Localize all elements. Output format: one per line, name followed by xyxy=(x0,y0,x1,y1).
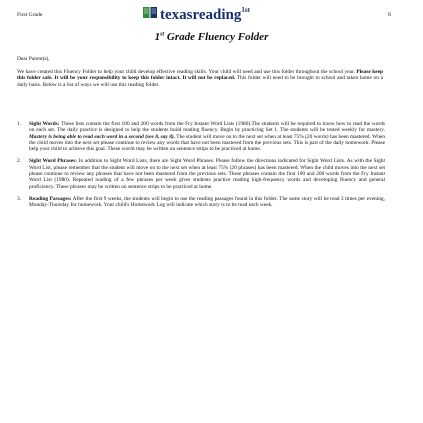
brand-superscript: 1st xyxy=(241,6,250,14)
item-number: 3. xyxy=(17,195,22,202)
item-number: 1. xyxy=(17,121,22,127)
item-number: 2. xyxy=(17,158,22,165)
list-item-sight-word-phrases: 2. Sight Word Phrases: In addition to Sight Word Lists, there are Sight Word Phrases. Please follow the directions indicated for Sight Word Lists. As with the Sight Word List, please remember that the student will move on to the next set when at least 75% (20 phrases) has been mastered. When the child moves into the next set please continue to review any phrases that have not been mastered from the previous sets. These phrases contain the first 100 and 200 words from the Fry Instant Word List (1980). Repeated reading of a few phrases per week gives students practice reading high-frequency words and developing fluency and general proficiency. These phrases may be written on sentence strips to be practiced at home. xyxy=(17,158,385,190)
item-title: Sight Words: xyxy=(29,121,60,127)
brand-logo xyxy=(142,2,282,26)
list-item-sight-words: 1. Sight Words: These lists contain the first 100 and 200 words from the Fry Instant Word Lists (1980).The students will be required to know how to read the words on each set. The daily practice is designed to help the students build reading fluency. Begin by practicing Set 1. The students will be tested weekly for mastery. Mastery is being able to read each word in a second (see 8, say 8). The student will move on to the next set when at least 75% (20 words) has been mastered. When the child moves into the next set please continue to review any words that have not been mastered from the previous sets. This is part of the daily homework. Please help your child to achieve this goal. These words may be written on sentence strips to be practiced at home. xyxy=(17,121,385,153)
usage-list xyxy=(17,121,385,215)
brand-name: texasreading$^{1st}$ xyxy=(160,6,250,23)
mastery-note: Mastery is being able to read each word in a second (see 8, say 8). xyxy=(29,133,176,140)
page-number: 6 xyxy=(388,12,391,18)
greeting: Dear Parent(s), xyxy=(17,56,50,62)
list-item-reading-passages: 3. Reading Passages: After the first 9 weeks, the students will begin to use the reading passages found in this folder. The same story will be read 3 times per evening, Monday-Thursday for homework. Your child's Homework Log will indicate which story is to be read each week. xyxy=(17,195,385,209)
page-title: 1st Grade Fluency Folder xyxy=(154,31,269,43)
header-grade: First Grade xyxy=(17,12,43,18)
item-title: Sight Word Phrases: xyxy=(29,158,78,165)
item-title: Reading Passages: xyxy=(29,195,72,202)
intro-paragraph: We have created this Fluency Folder to help your child develop effective reading skills. Your child will need and use this folder throughout the school year. Please keep this folder safe. It will be your responsibility to keep this folder intact. It will not be replaced. This folder will need to be brought to school and taken home on a daily basis. Below is a list of ways we will use this reading folder. xyxy=(17,69,383,88)
book-logo-icon xyxy=(142,4,158,20)
